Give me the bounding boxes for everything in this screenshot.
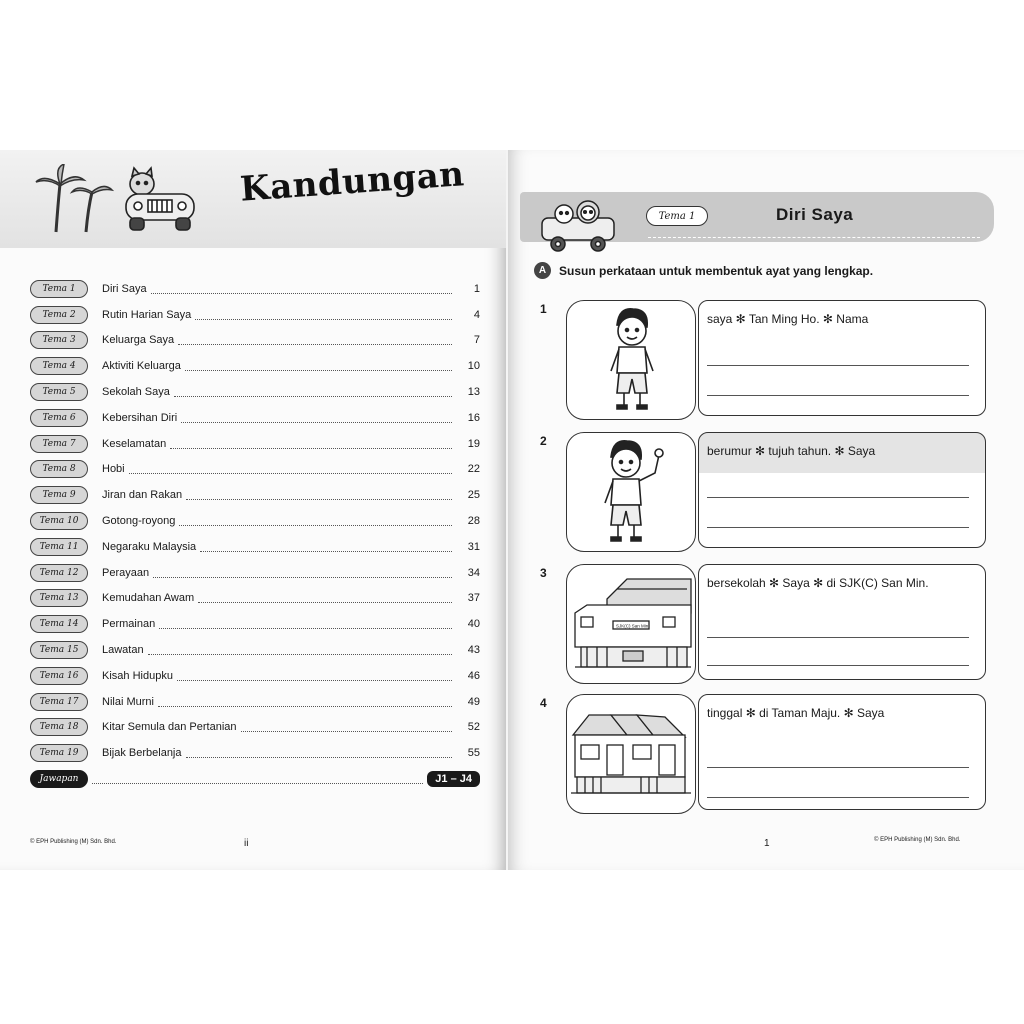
answer-line-2[interactable]	[707, 395, 969, 396]
answer-box	[698, 300, 986, 416]
contents-label: Negaraku Malaysia	[102, 540, 197, 553]
contents-row	[30, 586, 480, 612]
contents-page-number: 46	[467, 669, 480, 682]
answer-line-2[interactable]	[707, 527, 969, 528]
contents-page-number: 34	[467, 566, 480, 579]
theme-tag: Tema 9	[30, 486, 88, 504]
contents-page-number: 55	[467, 747, 480, 760]
answer-box	[698, 432, 986, 548]
scrambled-words: bersekolah ✻ Saya ✻ di SJK(C) San Min.	[707, 576, 929, 590]
contents-row	[30, 353, 480, 379]
scrambled-words: saya ✻ Tan Ming Ho. ✻ Nama	[707, 312, 869, 326]
question-1	[538, 300, 986, 418]
contents-label: Lawatan	[102, 644, 144, 657]
contents-label: Aktiviti Keluarga	[102, 360, 181, 373]
contents-label: Kemudahan Awam	[102, 592, 195, 605]
theme-tag: Tema 3	[30, 331, 88, 349]
terrace-houses-icon	[567, 695, 695, 813]
contents-row	[30, 405, 480, 431]
leader-dots	[198, 593, 452, 603]
theme-tag: Tema 11	[30, 538, 88, 556]
leader-dots	[158, 697, 452, 707]
leader-dots	[92, 774, 423, 784]
contents-row	[30, 689, 480, 715]
answers-tag: Jawapan	[30, 770, 88, 788]
contents-row	[30, 482, 480, 508]
palm-trees-icon	[34, 164, 114, 234]
theme-tag: Tema 14	[30, 615, 88, 633]
animal-car-icon	[536, 200, 632, 258]
answer-line-1[interactable]	[707, 365, 969, 366]
contents-label: Permainan	[102, 618, 156, 631]
contents-label: Rutin Harian Saya	[102, 308, 192, 321]
question-4	[538, 694, 986, 812]
contents-label: Keluarga Saya	[102, 334, 175, 347]
contents-label: Kebersihan Diri	[102, 411, 178, 424]
contents-label: Diri Saya	[102, 282, 147, 295]
answer-line-1[interactable]	[707, 497, 969, 498]
question-picture	[566, 432, 696, 552]
contents-page-number: 4	[473, 308, 480, 321]
contents-row	[30, 611, 480, 637]
answer-line-2[interactable]	[707, 797, 969, 798]
contents-page-number: 52	[467, 721, 480, 734]
theme-tag: Tema 12	[30, 564, 88, 582]
contents-page-number: 22	[467, 463, 480, 476]
contents-row-answers	[30, 766, 480, 792]
contents-page-number: 49	[467, 695, 480, 708]
scrambled-words: tinggal ✻ di Taman Maju. ✻ Saya	[707, 706, 885, 720]
question-picture	[566, 694, 696, 814]
question-picture	[566, 564, 696, 684]
banner-stitch-divider	[648, 237, 980, 238]
leader-dots	[174, 387, 452, 397]
leader-dots	[177, 671, 452, 681]
right-footer-copyright: © EPH Publishing (M) Sdn. Bhd.	[874, 837, 961, 843]
cat-car-icon	[120, 164, 200, 236]
right-page-number: 1	[764, 838, 770, 849]
theme-tag: Tema 13	[30, 589, 88, 607]
contents-label: Kitar Semula dan Pertanian	[102, 721, 237, 734]
contents-page-number: 25	[467, 489, 480, 502]
theme-banner	[520, 192, 994, 242]
contents-list	[30, 276, 480, 792]
contents-row	[30, 431, 480, 457]
leader-dots	[186, 748, 453, 758]
boy-standing-icon	[567, 301, 695, 419]
theme-tag: Tema 1	[646, 206, 708, 226]
contents-row	[30, 740, 480, 766]
leader-dots	[181, 413, 452, 423]
contents-row	[30, 328, 480, 354]
answer-box	[698, 564, 986, 680]
leader-dots	[170, 439, 452, 449]
contents-page-number: 28	[467, 515, 480, 528]
theme-tag: Tema 5	[30, 383, 88, 401]
contents-row	[30, 379, 480, 405]
contents-label: Hobi	[102, 463, 125, 476]
instruction-text: Susun perkataan untuk membentuk ayat yang lengkap.	[559, 263, 874, 278]
leader-dots	[148, 645, 452, 655]
contents-label: Bijak Berbelanja	[102, 747, 182, 760]
leader-dots	[195, 310, 452, 320]
contents-label: Gotong-royong	[102, 515, 176, 528]
question-number: 1	[540, 302, 547, 316]
theme-tag: Tema 17	[30, 693, 88, 711]
question-number: 4	[540, 696, 547, 710]
answer-line-1[interactable]	[707, 637, 969, 638]
book-spread	[0, 150, 1024, 870]
question-2	[538, 432, 986, 550]
contents-label: Sekolah Saya	[102, 386, 170, 399]
boy-waving-icon	[567, 433, 695, 551]
contents-row	[30, 715, 480, 741]
leader-dots	[159, 619, 452, 629]
contents-label: Nilai Murni	[102, 695, 154, 708]
section-label: A	[534, 262, 551, 279]
answer-box	[698, 694, 986, 810]
contents-page-number: 37	[467, 592, 480, 605]
contents-title: Kandungan	[238, 154, 466, 210]
theme-title: Diri Saya	[776, 205, 854, 224]
contents-page-number: 13	[467, 386, 480, 399]
left-footer-copyright: © EPH Publishing (M) Sdn. Bhd.	[30, 839, 117, 845]
theme-tag: Tema 8	[30, 460, 88, 478]
contents-page	[0, 150, 506, 870]
question-number: 3	[540, 566, 547, 580]
contents-row	[30, 663, 480, 689]
contents-row	[30, 534, 480, 560]
theme-tag: Tema 19	[30, 744, 88, 762]
left-page-number: ii	[244, 838, 249, 849]
leader-dots	[185, 361, 452, 371]
contents-label: Perayaan	[102, 566, 150, 579]
contents-page-number: 7	[473, 334, 480, 347]
theme-tag: Tema 6	[30, 409, 88, 427]
question-3	[538, 564, 986, 682]
leader-dots	[179, 516, 452, 526]
contents-page-number: 43	[467, 644, 480, 657]
leader-dots	[153, 568, 452, 578]
contents-row	[30, 637, 480, 663]
theme-tag: Tema 10	[30, 512, 88, 530]
contents-row	[30, 508, 480, 534]
contents-row	[30, 276, 480, 302]
contents-page-number: 16	[467, 411, 480, 424]
leader-dots	[129, 464, 452, 474]
question-picture	[566, 300, 696, 420]
instruction-row	[534, 262, 873, 279]
answer-line-2[interactable]	[707, 665, 969, 666]
school-sign-text: SJK(C) San Min	[616, 623, 649, 629]
scrambled-words: berumur ✻ tujuh tahun. ✻ Saya	[707, 444, 876, 458]
contents-header	[0, 150, 506, 248]
theme-tag: Tema 15	[30, 641, 88, 659]
contents-page-number: 31	[467, 540, 480, 553]
contents-page-number: 1	[473, 282, 480, 295]
contents-row	[30, 560, 480, 586]
question-number: 2	[540, 434, 547, 448]
contents-page-number: 19	[467, 437, 480, 450]
contents-label: Jiran dan Rakan	[102, 489, 183, 502]
contents-row	[30, 457, 480, 483]
theme-tag: Tema 4	[30, 357, 88, 375]
leader-dots	[186, 490, 452, 500]
leader-dots	[178, 335, 452, 345]
contents-page-number: 10	[467, 360, 480, 373]
answer-line-1[interactable]	[707, 767, 969, 768]
leader-dots	[241, 722, 452, 732]
contents-label: Kisah Hidupku	[102, 669, 173, 682]
leader-dots	[200, 542, 452, 552]
contents-page-number: 40	[467, 618, 480, 631]
answers-page-range: J1 – J4	[427, 771, 480, 787]
contents-label: Keselamatan	[102, 437, 167, 450]
theme-tag: Tema 1	[30, 280, 88, 298]
contents-row	[30, 302, 480, 328]
exercise-page	[508, 150, 1024, 870]
theme-tag: Tema 16	[30, 667, 88, 685]
theme-tag: Tema 2	[30, 306, 88, 324]
school-building-icon	[567, 565, 695, 683]
theme-tag: Tema 18	[30, 718, 88, 736]
leader-dots	[151, 284, 452, 294]
theme-tag: Tema 7	[30, 435, 88, 453]
